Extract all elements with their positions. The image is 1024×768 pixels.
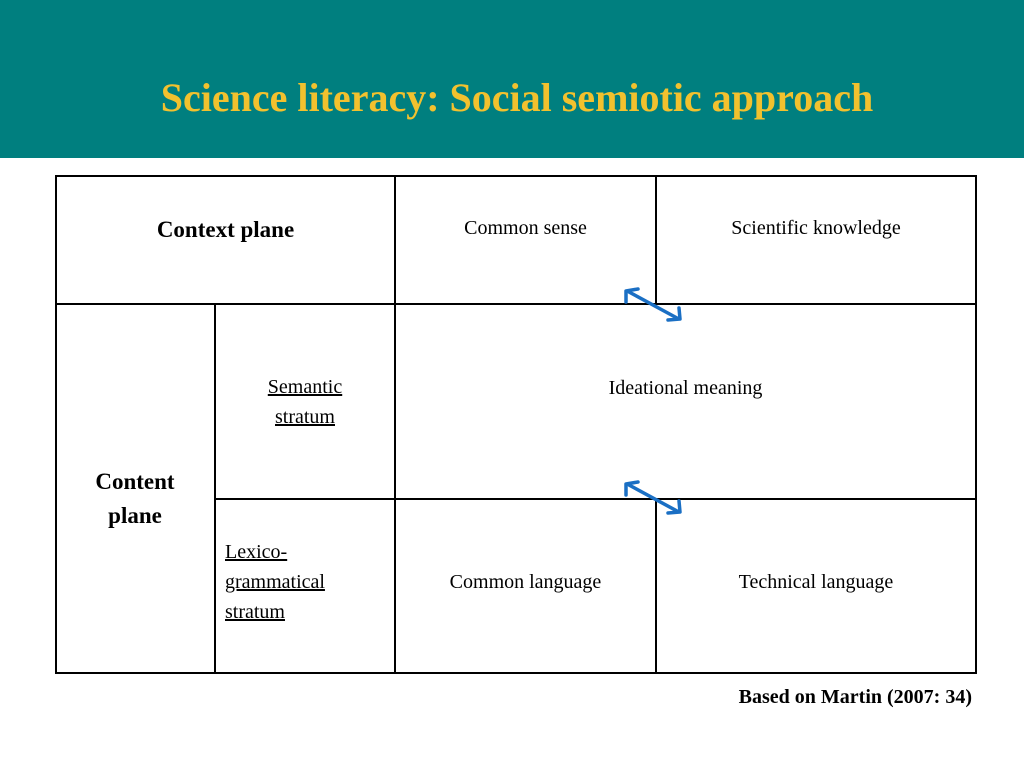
row-divider-context [55, 303, 977, 305]
table-border-left [55, 175, 57, 674]
col-divider-main [394, 175, 396, 674]
semantic-stratum-line-2: stratum [275, 406, 335, 428]
semantic-stratum-line-1: Semantic [267, 376, 343, 398]
lexico-line-1: Lexico- [225, 541, 288, 563]
strata-table [55, 175, 977, 674]
ideational-meaning-cell: Ideational meaning [608, 377, 763, 399]
scientific-knowledge-cell: Scientific knowledge [731, 217, 901, 239]
technical-language-cell: Technical language [738, 571, 894, 593]
table-border-top [55, 175, 977, 177]
content-plane-label [55, 465, 215, 533]
lexico-grammatical-stratum-label [225, 537, 393, 627]
common-sense-cell: Common sense [464, 217, 587, 239]
source-citation: Based on Martin (2007: 34) [738, 686, 972, 708]
table-border-bottom [55, 672, 977, 674]
content-plane-line-1: Content [95, 469, 175, 494]
semantic-stratum-label [216, 372, 394, 432]
double-arrow-icon [620, 477, 686, 519]
context-plane-label: Context plane [156, 217, 295, 242]
double-arrow-icon [620, 284, 686, 326]
table-border-right [975, 175, 977, 674]
content-plane-line-2: plane [108, 503, 162, 528]
common-language-cell: Common language [449, 571, 602, 593]
lexico-line-3: stratum [225, 601, 285, 623]
lexico-line-2: grammatical [225, 571, 325, 593]
row-divider-strata [214, 498, 977, 500]
slide-title: Science literacy: Social semiotic approach [160, 75, 874, 120]
